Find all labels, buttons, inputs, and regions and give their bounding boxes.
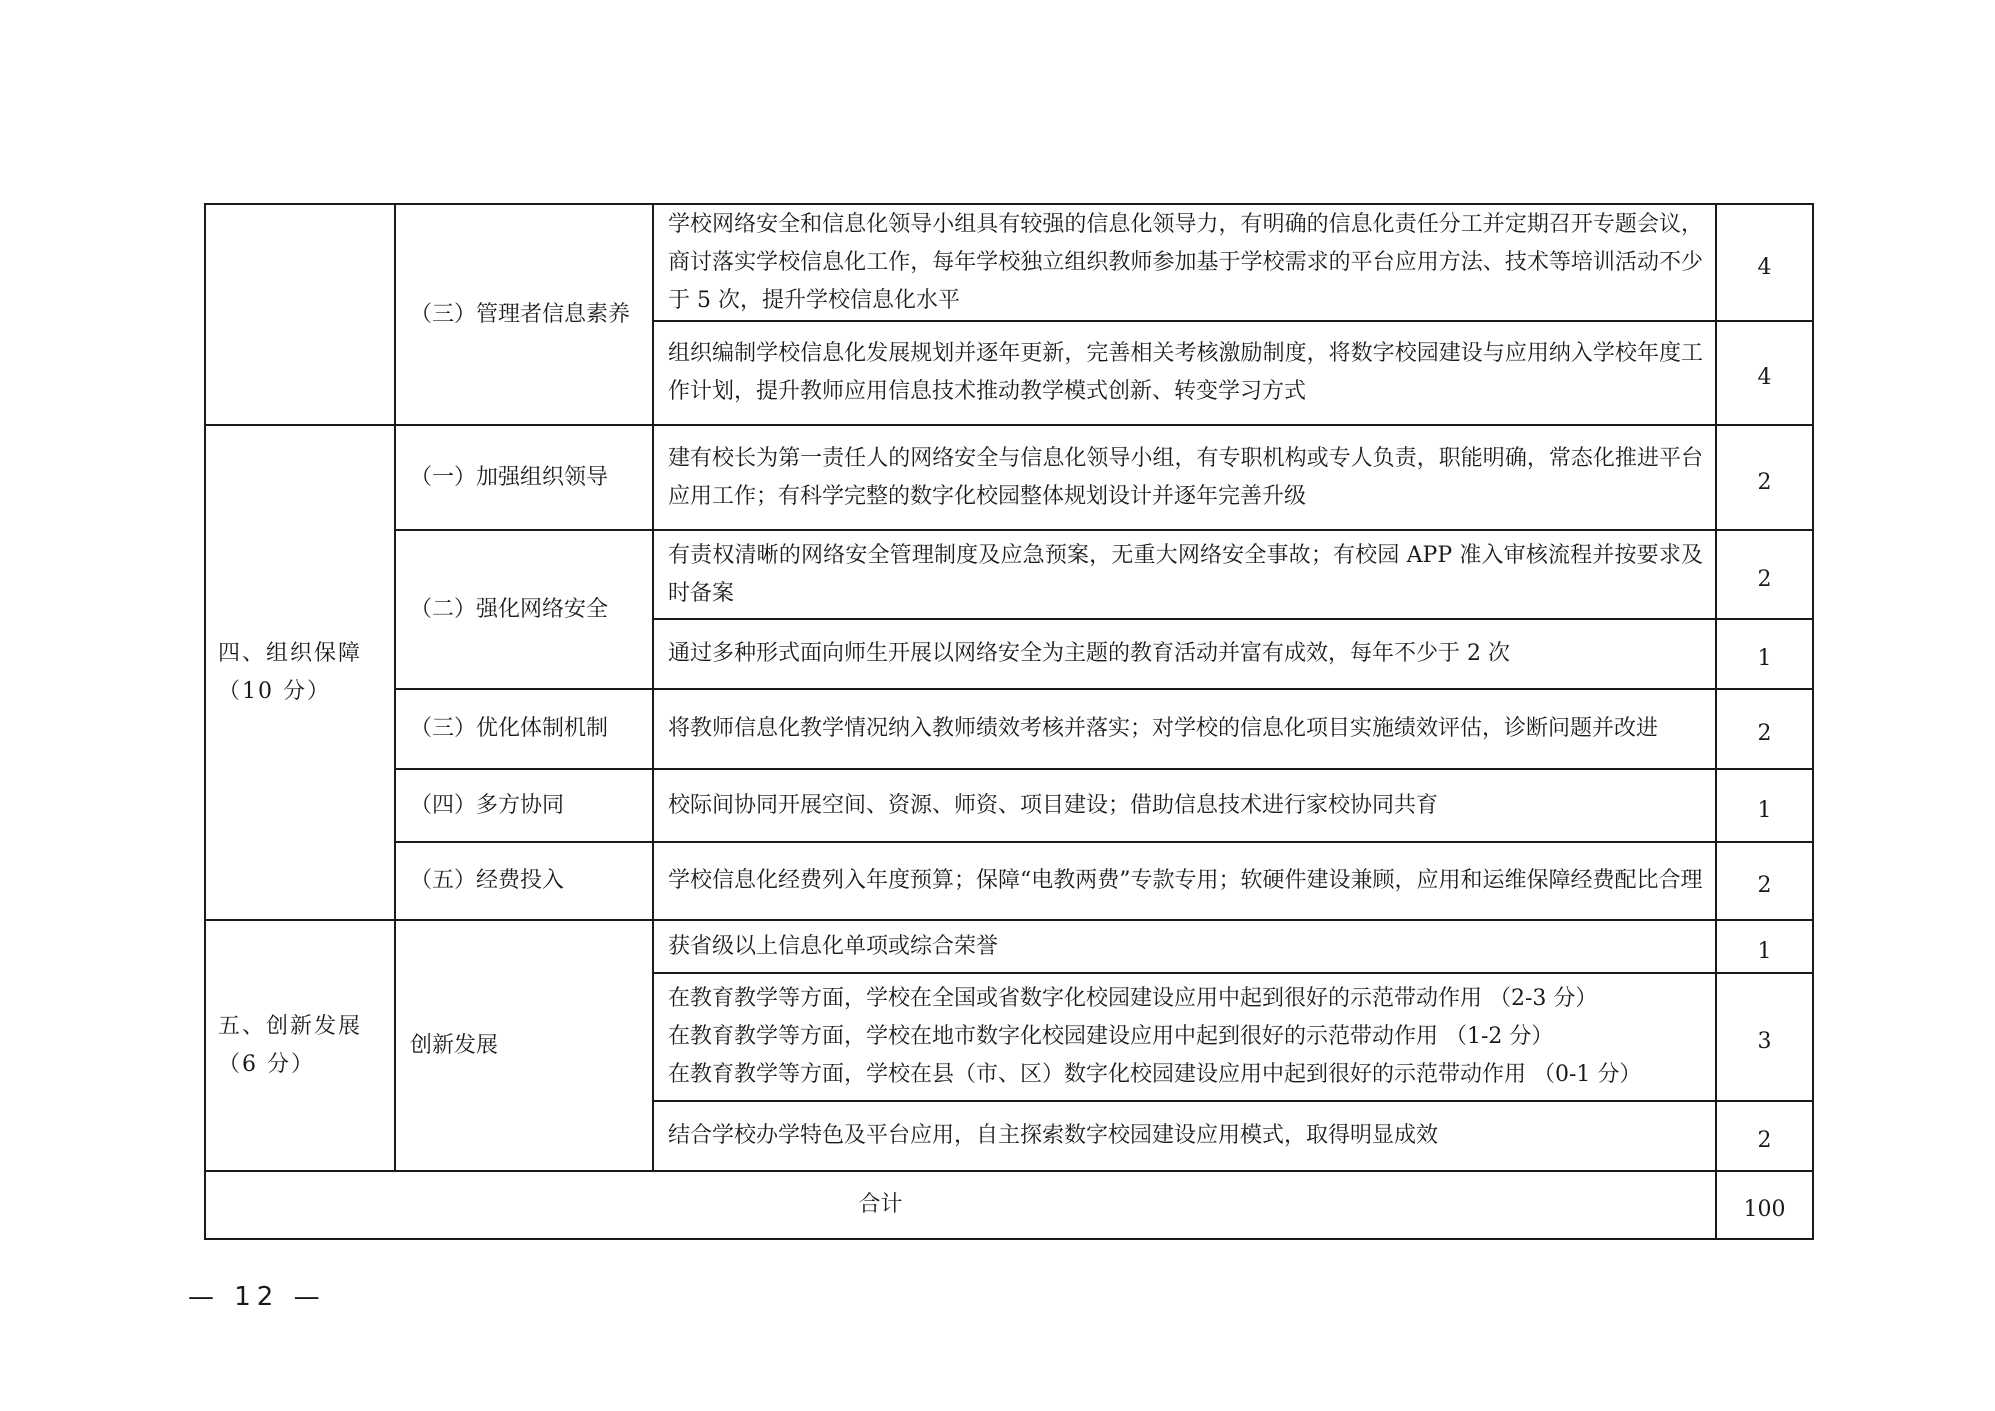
criteria-line: 在教育教学等方面，学校在地市数字化校园建设应用中起到很好的示范带动作用 （1-2 分）: [668, 1024, 1554, 1049]
criteria-cell: 组织编制学校信息化发展规划并逐年更新，完善相关考核激励制度，将数字校园建设与应用纳入学校年度工作计划，提升教师应用信息技术推动教学模式创新、转变学习方式: [653, 321, 1716, 425]
table-row: [205, 842, 1813, 920]
table-row: [205, 769, 1813, 842]
total-points: 100: [1716, 1171, 1813, 1239]
subcategory-cell: （二）强化网络安全: [395, 530, 653, 689]
total-row: [205, 1171, 1813, 1239]
criteria-cell: 学校信息化经费列入年度预算；保障“电教两费”专款专用；软硬件建设兼顾，应用和运维保障经费配比合理: [653, 842, 1716, 920]
criteria-line: 在教育教学等方面，学校在全国或省数字化校园建设应用中起到很好的示范带动作用 （2-3 分）: [668, 986, 1598, 1011]
criteria-cell: 通过多种形式面向师生开展以网络安全为主题的教育活动并富有成效，每年不少于 2 次: [653, 619, 1716, 689]
total-label: 合计: [205, 1171, 1716, 1239]
category-cell: 四、组织保障（10 分）: [205, 425, 395, 920]
category-cell-continued: [205, 204, 395, 425]
points-cell: 2: [1716, 530, 1813, 619]
points-cell: 1: [1716, 769, 1813, 842]
criteria-line: 在教育教学等方面，学校在县（市、区）数字化校园建设应用中起到很好的示范带动作用 （0-1 分）: [668, 1062, 1642, 1087]
table-row: [205, 425, 1813, 530]
criteria-cell: 将教师信息化教学情况纳入教师绩效考核并落实；对学校的信息化项目实施绩效评估，诊断问题并改进: [653, 689, 1716, 769]
points-cell: 2: [1716, 425, 1813, 530]
evaluation-table: [204, 203, 1814, 1240]
points-cell: 2: [1716, 689, 1813, 769]
table-row: [205, 530, 1813, 619]
points-cell: 4: [1716, 321, 1813, 425]
criteria-cell: 有责权清晰的网络安全管理制度及应急预案，无重大网络安全事故；有校园 APP 准入审核流程并按要求及时备案: [653, 530, 1716, 619]
criteria-cell: 结合学校办学特色及平台应用，自主探索数字校园建设应用模式，取得明显成效: [653, 1101, 1716, 1171]
table-row: [205, 689, 1813, 769]
points-cell: 1: [1716, 920, 1813, 973]
points-cell: 3: [1716, 973, 1813, 1101]
points-cell: 2: [1716, 1101, 1813, 1171]
criteria-cell: 建有校长为第一责任人的网络安全与信息化领导小组，有专职机构或专人负责，职能明确，常态化推进平台应用工作；有科学完整的数字化校园整体规划设计并逐年完善升级: [653, 425, 1716, 530]
points-cell: 4: [1716, 204, 1813, 321]
criteria-cell: 学校网络安全和信息化领导小组具有较强的信息化领导力，有明确的信息化责任分工并定期召开专题会议，商讨落实学校信息化工作，每年学校独立组织教师参加基于学校需求的平台应用方法、技术等培训活动不少于 5 次，提升学校信息化水平: [653, 204, 1716, 321]
subcategory-cell: （五）经费投入: [395, 842, 653, 920]
subcategory-cell: （三）优化体制机制: [395, 689, 653, 769]
criteria-cell: 获省级以上信息化单项或综合荣誉: [653, 920, 1716, 973]
criteria-cell: [653, 973, 1716, 1101]
criteria-cell: 校际间协同开展空间、资源、师资、项目建设；借助信息技术进行家校协同共育: [653, 769, 1716, 842]
subcategory-cell: （三）管理者信息素养: [395, 204, 653, 425]
subcategory-cell: （一）加强组织领导: [395, 425, 653, 530]
table-row: [205, 204, 1813, 321]
category-cell: 五、创新发展（6 分）: [205, 920, 395, 1171]
subcategory-cell: （四）多方协同: [395, 769, 653, 842]
subcategory-cell: 创新发展: [395, 920, 653, 1171]
points-cell: 2: [1716, 842, 1813, 920]
points-cell: 1: [1716, 619, 1813, 689]
page-number: — 12 —: [188, 1282, 326, 1312]
table-row: [205, 920, 1813, 973]
